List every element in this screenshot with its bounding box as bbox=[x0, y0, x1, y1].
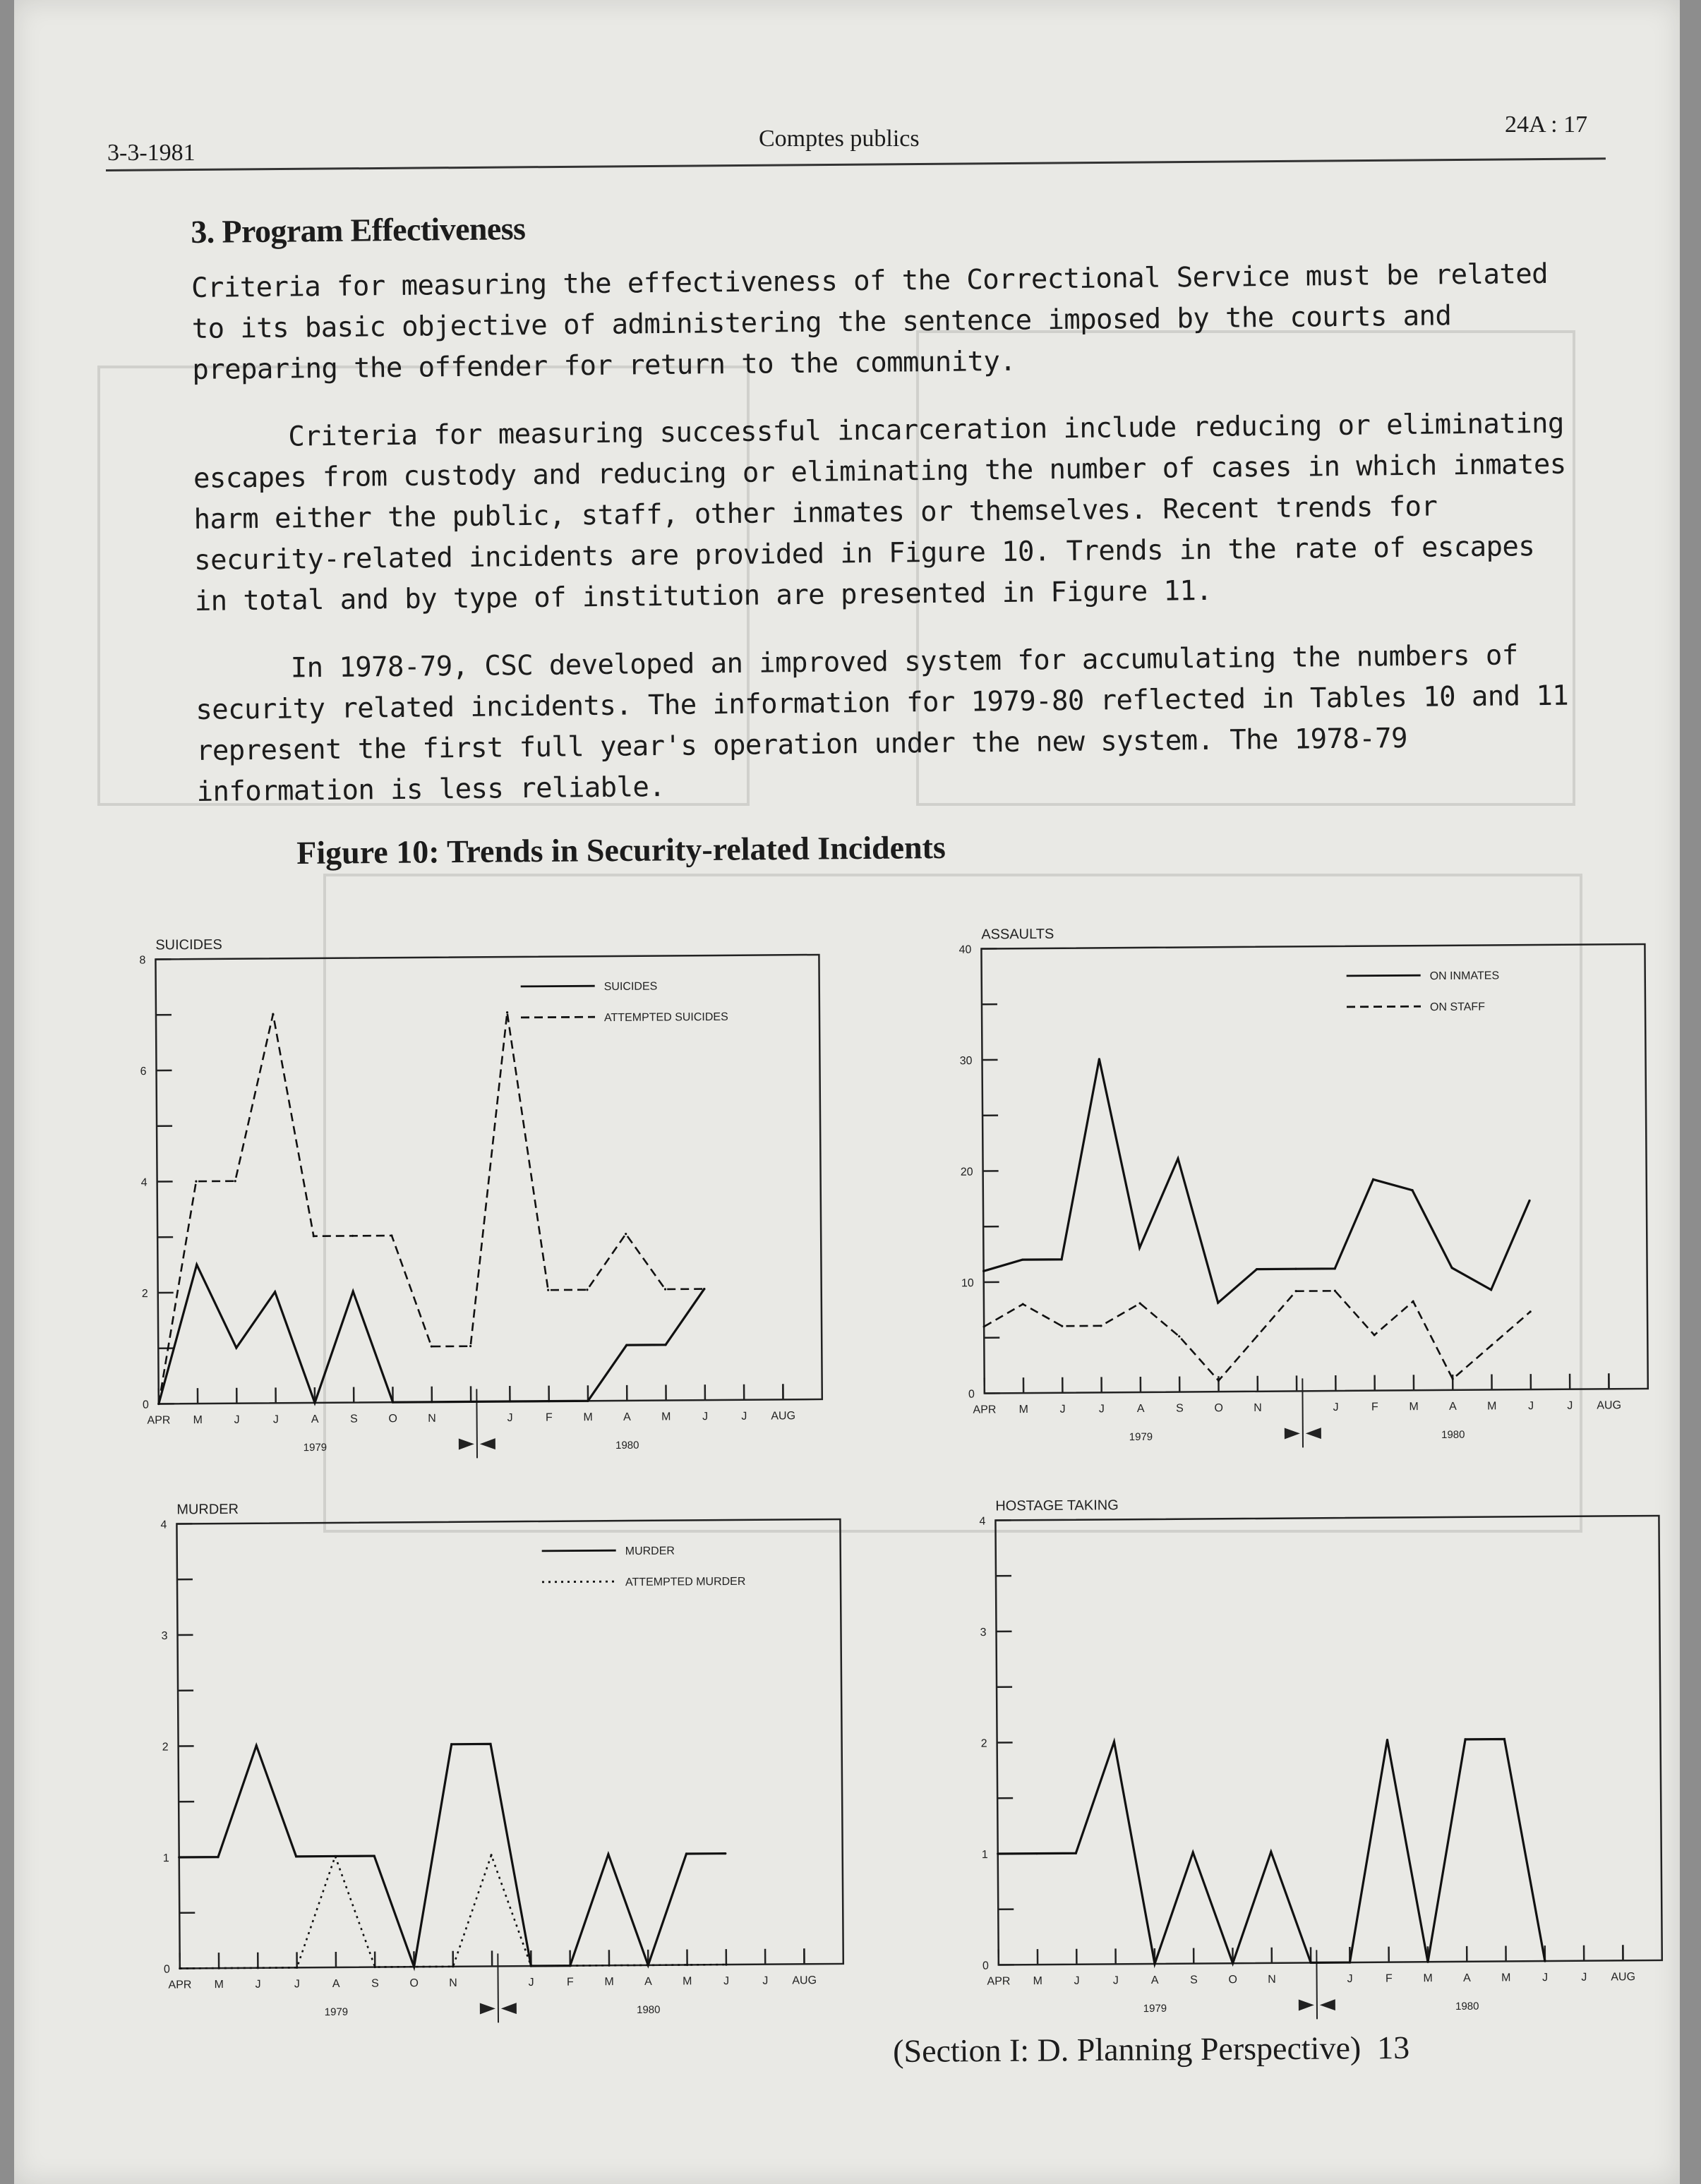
x-tick-label: S bbox=[350, 1413, 358, 1425]
x-tick-label: A bbox=[1136, 1402, 1145, 1415]
year-label-1979: 1979 bbox=[1143, 2002, 1167, 2015]
legend-swatch bbox=[521, 986, 595, 987]
data-point bbox=[530, 1965, 532, 1967]
legend-swatch bbox=[521, 1017, 595, 1018]
header-title: Comptes publics bbox=[759, 126, 920, 152]
data-point bbox=[1178, 1335, 1180, 1337]
data-point bbox=[1021, 1259, 1023, 1261]
paragraph-1: Criteria for measuring the effectiveness of the Correctional Service must be related to its basic objective of administering the sentence imposed by the courts and preparing the offender for return to the community. bbox=[191, 258, 1549, 386]
data-point bbox=[1491, 1344, 1493, 1346]
x-tick-label: J bbox=[741, 1410, 747, 1423]
x-tick-label: AUG bbox=[1611, 1971, 1636, 1984]
x-tick-label: M bbox=[1409, 1401, 1419, 1413]
x-tick-label: M bbox=[583, 1411, 593, 1424]
x-tick-label: N bbox=[428, 1412, 436, 1425]
chart-murder bbox=[127, 1482, 861, 2019]
data-point bbox=[469, 1345, 471, 1347]
data-point bbox=[196, 1264, 198, 1266]
x-tick-label: A bbox=[1449, 1400, 1457, 1413]
x-tick-label: AUG bbox=[792, 1974, 817, 1987]
x-tick-label: M bbox=[1487, 1400, 1497, 1413]
y-tick-label: 10 bbox=[961, 1277, 974, 1290]
chart-title: ASSAULTS bbox=[981, 926, 1054, 943]
x-tick-label: A bbox=[1150, 1974, 1159, 1986]
legend-label: SUICIDES bbox=[603, 980, 658, 994]
data-point bbox=[390, 1234, 392, 1236]
x-tick-label: M bbox=[1033, 1975, 1042, 1988]
x-tick-label: M bbox=[214, 1979, 224, 1991]
data-point bbox=[1232, 1962, 1234, 1965]
chart-group bbox=[139, 933, 822, 1461]
data-point bbox=[1256, 1334, 1258, 1337]
y-tick-label: 1 bbox=[981, 1849, 988, 1862]
x-tick-label: M bbox=[661, 1411, 671, 1423]
x-tick-label: S bbox=[1190, 1974, 1198, 1986]
x-tick-label: O bbox=[388, 1413, 398, 1425]
year-label-1980: 1980 bbox=[637, 2003, 661, 2016]
data-point bbox=[1503, 1738, 1505, 1740]
chart-assaults bbox=[932, 907, 1666, 1444]
data-point bbox=[625, 1344, 627, 1346]
chart-group bbox=[160, 1497, 843, 2025]
data-point bbox=[1451, 1267, 1453, 1269]
data-point bbox=[431, 1401, 433, 1403]
x-tick-label: F bbox=[545, 1411, 553, 1424]
data-point bbox=[217, 1856, 219, 1858]
plot-frame bbox=[995, 1516, 1661, 1965]
x-tick-label: J bbox=[762, 1974, 769, 1987]
data-point bbox=[1334, 1267, 1336, 1269]
data-point bbox=[234, 1180, 236, 1182]
data-point bbox=[1310, 1962, 1312, 1964]
data-point bbox=[178, 1856, 180, 1858]
x-tick-label: A bbox=[1463, 1972, 1471, 1984]
year-label-1980: 1980 bbox=[1441, 1428, 1465, 1441]
page-footer bbox=[893, 2029, 1410, 2070]
legend-swatch bbox=[542, 1550, 616, 1551]
chart-title: SUICIDES bbox=[155, 936, 222, 953]
x-tick-label: APR bbox=[147, 1414, 171, 1427]
data-point bbox=[313, 1401, 315, 1404]
x-tick-label: J bbox=[507, 1411, 513, 1425]
data-point bbox=[257, 1967, 259, 1969]
data-point bbox=[1349, 1961, 1351, 1963]
y-tick-label: 40 bbox=[958, 943, 972, 956]
data-point bbox=[1113, 1741, 1115, 1743]
data-point bbox=[1256, 1268, 1258, 1270]
x-tick-label: J bbox=[1567, 1399, 1573, 1412]
legend-label: MURDER bbox=[625, 1545, 675, 1558]
data-point bbox=[1372, 1178, 1374, 1181]
x-tick-label: M bbox=[193, 1414, 203, 1427]
x-tick-label: APR bbox=[987, 1975, 1011, 1988]
data-point bbox=[1022, 1303, 1024, 1305]
data-point bbox=[489, 1743, 491, 1745]
paragraph-3: In 1978-79, CSC developed an improved system for accumulating the numbers of security related incidents. The information for 1979-80 reflected in Tables 10 and 11 represent the first full year's operation under the new system. The 1978-79 information is less reliable. bbox=[196, 639, 1569, 808]
x-tick-label: A bbox=[311, 1413, 319, 1425]
data-point bbox=[1528, 1200, 1530, 1202]
x-tick-label: J bbox=[1059, 1403, 1066, 1416]
year-label-1980: 1980 bbox=[615, 1439, 639, 1452]
year-label-1980: 1980 bbox=[1455, 2000, 1479, 2013]
data-point bbox=[1544, 1960, 1546, 1962]
legend-label: ATTEMPTED MURDER bbox=[625, 1575, 746, 1589]
x-tick-label: J bbox=[1581, 1971, 1587, 1984]
data-point bbox=[256, 1744, 258, 1746]
data-point bbox=[1295, 1290, 1297, 1292]
data-point bbox=[413, 1966, 415, 1968]
data-point bbox=[351, 1235, 354, 1237]
x-tick-label: APR bbox=[168, 1979, 192, 1991]
data-point bbox=[1294, 1268, 1297, 1270]
data-point bbox=[647, 1964, 649, 1966]
data-point bbox=[685, 1852, 687, 1854]
legend-swatch bbox=[1347, 975, 1421, 976]
data-point bbox=[313, 1235, 315, 1237]
data-point bbox=[274, 1291, 276, 1293]
data-point bbox=[1060, 1258, 1062, 1260]
data-point bbox=[1386, 1739, 1388, 1741]
data-point bbox=[1098, 1058, 1100, 1060]
x-tick-label: N bbox=[1268, 1973, 1276, 1986]
data-point bbox=[352, 1290, 354, 1292]
data-point bbox=[608, 1965, 610, 1967]
data-point bbox=[506, 1011, 508, 1013]
data-point bbox=[272, 1013, 274, 1015]
chart-title: MURDER bbox=[176, 1501, 239, 1518]
data-point bbox=[509, 1400, 511, 1402]
series-line-suicides bbox=[157, 1261, 704, 1404]
legend-label: ON STAFF bbox=[1429, 1001, 1485, 1014]
chart-title: HOSTAGE TAKING bbox=[995, 1497, 1119, 1514]
legend-swatch bbox=[542, 1581, 616, 1582]
data-point bbox=[547, 1289, 549, 1291]
x-tick-label: F bbox=[566, 1976, 574, 1989]
data-point bbox=[470, 1401, 472, 1403]
data-point bbox=[1412, 1301, 1414, 1303]
y-tick-label: 8 bbox=[139, 954, 146, 967]
x-tick-label: J bbox=[1333, 1401, 1339, 1414]
y-tick-label: 3 bbox=[161, 1630, 168, 1643]
x-tick-label: J bbox=[1098, 1403, 1105, 1416]
data-point bbox=[1411, 1189, 1413, 1191]
y-tick-label: 4 bbox=[979, 1515, 986, 1528]
data-point bbox=[334, 1855, 336, 1857]
data-point bbox=[452, 1965, 454, 1967]
legend-swatch bbox=[1347, 1006, 1421, 1007]
data-point bbox=[1426, 1961, 1429, 1963]
x-tick-label: A bbox=[332, 1977, 340, 1990]
data-point bbox=[296, 1967, 298, 1969]
chart-group bbox=[979, 1494, 1662, 2022]
data-point bbox=[1452, 1378, 1454, 1380]
section-heading: 3. Program Effectiveness bbox=[191, 210, 526, 250]
data-point bbox=[997, 1852, 999, 1854]
x-tick-label: J bbox=[1112, 1974, 1119, 1987]
x-tick-label: M bbox=[1501, 1972, 1511, 1984]
data-point bbox=[725, 1963, 727, 1965]
y-tick-label: 0 bbox=[163, 1963, 170, 1976]
page-number: 13 bbox=[1377, 2029, 1410, 2066]
year-label-1979: 1979 bbox=[324, 2005, 349, 2019]
x-tick-label: J bbox=[1074, 1974, 1080, 1987]
x-tick-label: F bbox=[1385, 1972, 1393, 1985]
data-point bbox=[1374, 1334, 1376, 1336]
y-tick-label: 6 bbox=[140, 1066, 147, 1078]
x-tick-label: A bbox=[644, 1975, 652, 1988]
x-tick-label: AUG bbox=[1597, 1399, 1622, 1412]
data-point bbox=[1334, 1290, 1336, 1292]
data-point bbox=[1465, 1738, 1467, 1740]
data-point bbox=[1061, 1325, 1063, 1327]
data-point bbox=[1177, 1157, 1179, 1159]
paragraph-2: Criteria for measuring successful incarceration include reducing or eliminating escapes from custody and reducing or eliminating the number of cases in which inmates harm either the public, staff, other inmates or themselves. Recent trends for security-related incidents are provided in Figure 10. Trends in the rate of escapes in total and by type of institution are presented in Figure 11. bbox=[193, 407, 1566, 617]
x-tick-label: J bbox=[528, 1976, 534, 1989]
x-tick-label: O bbox=[1228, 1974, 1238, 1986]
x-tick-label: J bbox=[1528, 1400, 1534, 1413]
x-tick-label: M bbox=[604, 1976, 614, 1989]
series-line-murder bbox=[179, 1742, 726, 1968]
data-point bbox=[1153, 1962, 1155, 1965]
y-tick-label: 2 bbox=[162, 1741, 169, 1754]
data-point bbox=[983, 1325, 985, 1327]
x-tick-label: N bbox=[449, 1977, 457, 1989]
data-point bbox=[373, 1854, 375, 1857]
data-point bbox=[1490, 1289, 1492, 1291]
header-page-ref: 24A : 17 bbox=[1505, 111, 1588, 138]
x-tick-label: AUG bbox=[771, 1410, 796, 1423]
x-tick-label: J bbox=[723, 1975, 730, 1988]
footer-section: (Section I: D. Planning Perspective) bbox=[893, 2029, 1362, 2069]
year-label-1979: 1979 bbox=[303, 1441, 327, 1454]
data-point bbox=[703, 1288, 705, 1290]
y-tick-label: 0 bbox=[982, 1960, 989, 1972]
data-point bbox=[664, 1344, 666, 1346]
figure-title: Figure 10: Trends in Security-related Incidents bbox=[296, 828, 946, 871]
x-tick-label: M bbox=[1018, 1404, 1028, 1416]
fiscal-break-line bbox=[1302, 1378, 1303, 1447]
data-point bbox=[374, 1966, 376, 1968]
y-tick-label: 2 bbox=[141, 1288, 148, 1301]
y-tick-label: 4 bbox=[160, 1519, 167, 1531]
data-point bbox=[392, 1401, 394, 1404]
data-point bbox=[1192, 1851, 1194, 1853]
data-point bbox=[1075, 1852, 1077, 1854]
data-point bbox=[724, 1852, 726, 1854]
x-tick-label: S bbox=[1176, 1402, 1184, 1415]
data-point bbox=[179, 1967, 181, 1969]
data-point bbox=[450, 1743, 452, 1745]
x-tick-label: M bbox=[1423, 1972, 1433, 1985]
data-point bbox=[1217, 1302, 1219, 1304]
chart-group bbox=[958, 922, 1648, 1450]
data-point bbox=[217, 1967, 220, 1969]
chart-hostage-taking bbox=[946, 1478, 1680, 2015]
data-point bbox=[490, 1854, 492, 1856]
data-point bbox=[607, 1853, 609, 1855]
data-point bbox=[157, 1403, 160, 1405]
data-point bbox=[625, 1233, 627, 1235]
data-point bbox=[982, 1270, 985, 1272]
y-tick-label: 20 bbox=[960, 1166, 973, 1178]
data-point bbox=[195, 1181, 197, 1183]
fiscal-break-line bbox=[476, 1389, 477, 1458]
data-point bbox=[686, 1964, 688, 1966]
data-point bbox=[1138, 1302, 1141, 1304]
x-tick-label: N bbox=[1254, 1401, 1262, 1414]
data-point bbox=[1529, 1310, 1532, 1313]
x-tick-label: A bbox=[623, 1411, 631, 1423]
y-tick-label: 4 bbox=[140, 1176, 148, 1189]
data-point bbox=[569, 1965, 571, 1967]
y-tick-label: 1 bbox=[162, 1852, 169, 1865]
x-tick-label: S bbox=[371, 1977, 379, 1990]
x-tick-label: M bbox=[683, 1975, 692, 1988]
header-date: 3-3-1981 bbox=[107, 140, 196, 166]
x-tick-label: J bbox=[702, 1411, 709, 1423]
data-point bbox=[1138, 1247, 1141, 1249]
data-point bbox=[235, 1346, 237, 1349]
data-point bbox=[587, 1400, 589, 1402]
data-point bbox=[1218, 1380, 1220, 1382]
data-point bbox=[295, 1855, 297, 1857]
fiscal-break-line bbox=[1316, 1950, 1317, 2019]
legend-label: ON INMATES bbox=[1429, 970, 1500, 983]
y-tick-label: 30 bbox=[959, 1055, 973, 1068]
data-point bbox=[431, 1345, 433, 1347]
series-line-on-inmates bbox=[982, 1056, 1531, 1305]
body-text bbox=[191, 197, 1580, 839]
y-tick-label: 2 bbox=[980, 1737, 987, 1750]
data-point bbox=[664, 1288, 666, 1290]
x-tick-label: J bbox=[255, 1978, 261, 1991]
data-point bbox=[548, 1400, 550, 1402]
chart-suicides bbox=[106, 917, 840, 1454]
data-point bbox=[1270, 1851, 1272, 1853]
data-point bbox=[1035, 1852, 1038, 1854]
x-tick-label: F bbox=[1371, 1401, 1378, 1413]
x-tick-label: J bbox=[1542, 1972, 1549, 1984]
x-tick-label: O bbox=[1214, 1402, 1224, 1415]
y-tick-label: 0 bbox=[142, 1399, 149, 1411]
y-tick-label: 0 bbox=[968, 1388, 975, 1401]
data-point bbox=[586, 1289, 588, 1291]
x-tick-label: O bbox=[409, 1977, 419, 1990]
x-tick-label: J bbox=[234, 1413, 240, 1426]
data-point bbox=[1100, 1325, 1102, 1327]
x-tick-label: J bbox=[272, 1413, 279, 1426]
x-tick-label: J bbox=[294, 1978, 300, 1991]
legend-label: ATTEMPTED SUICIDES bbox=[603, 1010, 728, 1025]
x-tick-label: J bbox=[1347, 1972, 1353, 1986]
y-tick-label: 3 bbox=[980, 1627, 987, 1639]
x-tick-label: APR bbox=[973, 1404, 997, 1416]
year-label-1979: 1979 bbox=[1129, 1430, 1153, 1444]
